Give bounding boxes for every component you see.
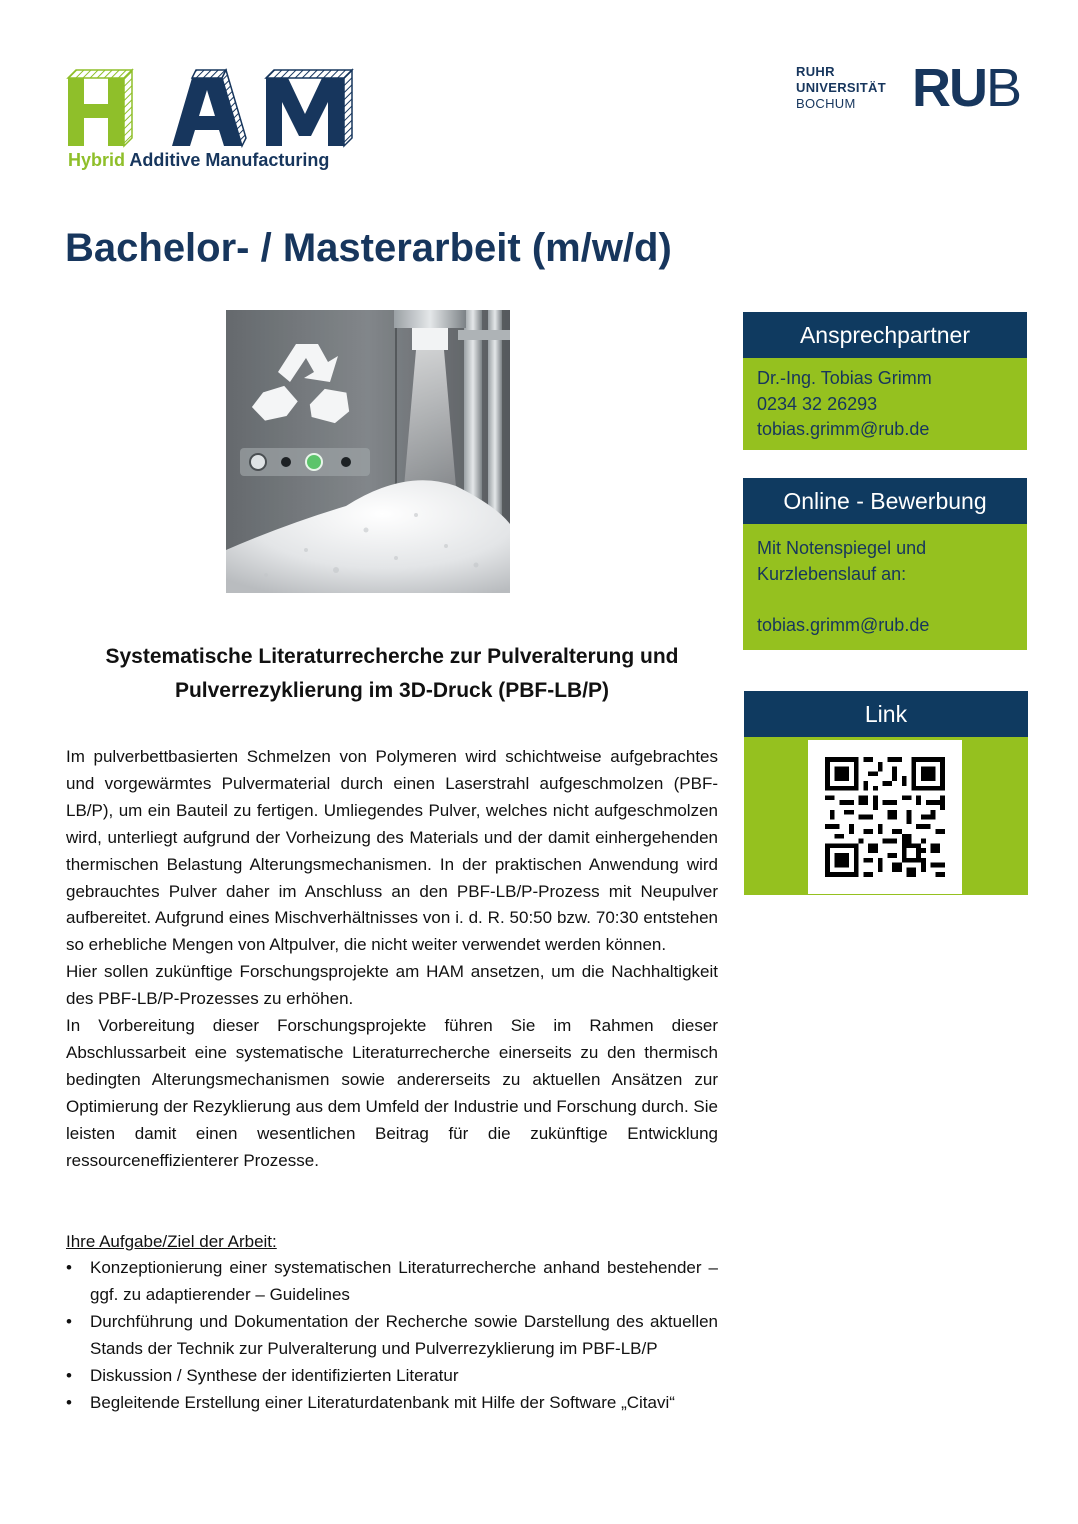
ham-tagline-hybrid: Hybrid [68,150,126,170]
thesis-topic: Systematische Literaturrecherche zur Pulveralterung und Pulverrezyklierung im 3D-Druck (PBF-LB/P) [105,645,679,702]
application-text-1: Mit Notenspiegel und [757,538,927,558]
contact-box [743,358,1027,450]
task-item: • Durchführung und Dokumentation der Recherche sowie Darstellung des aktuellen Stands der Technik zur Pulveralterung und Pulverrezyklierung im PBF-LB/P [66,1309,718,1363]
description [66,744,718,1175]
task-item: • Konzeptionierung einer systematischen Literaturrecherche anhand bestehender – ggf. zu adaptierender – Guidelines [66,1255,718,1309]
ham-tagline [68,150,329,171]
task-list [66,1255,718,1416]
task-item: • Begleitende Erstellung einer Literaturdatenbank mit Hilfe der Software „Citavi“ [66,1390,718,1417]
task-item: • Diskussion / Synthese der identifizierten Literatur [66,1363,718,1390]
contact-phone[interactable]: 0234 32 26293 [757,393,878,414]
rub-line-2: UNIVERSITÄT [796,80,886,95]
application-heading: Online - Bewerbung [743,478,1027,524]
letter-m [266,70,352,146]
link-heading: Link [744,691,1028,737]
application-box [743,524,1027,650]
contact-heading: Ansprechpartner [743,312,1027,358]
qr-code-icon [825,757,945,877]
letter-a [172,70,246,146]
rub-wordmark [796,64,886,112]
qr-code[interactable] [808,740,962,894]
hero-image [226,310,510,593]
application-email[interactable]: tobias.grimm@rub.de [757,614,930,635]
rub-logo [912,60,1020,116]
ham-letters-graphic [66,66,356,150]
description-paragraph: Hier sollen zukünftige Forschungsprojekte am HAM ansetzen, um die Nachhaltigkeit des PBF-LB/P-Prozesses zu erhöhen. [66,962,718,1009]
letter-h [68,70,132,146]
description-paragraph: In Vorbereitung dieser Forschungsprojekte führen Sie im Rahmen dieser Abschlussarbeit eine systematische Literaturrecherche einerseits zu den thermisch bedingten Alterungsmechanismen sowie andererseits zu aktuellen Ansätzen zur Optimierung der Rezyklierung aus dem Umfeld der Industrie und Forschung durch. Sie leisten damit einen wesentlichen Beitrag für die zukünftige Entwicklung ressourceneffizienterer Prozesse. [66,1016,718,1170]
description-paragraph: Im pulverbettbasierten Schmelzen von Polymeren wird schichtweise aufgebrachtes und vorgewärmtes Pulvermaterial durch einen Laserstrahl aufgeschmolzen (PBF-LB/P), um ein Bauteil zu fertigen. Umliegendes Pulver, welches nicht aufgeschmolzen wird, unterliegt aufgrund der Vorheizung des Materials und der damit einhergehenden thermischen Belastung Alterungsmechanismen. In der praktischen Anwendung wird gebrauchtes Pulver daher im Anschluss an den PBF-LB/P-Prozess mit Neupulver aufbereitet. Aufgrund eines Mischverhältnisses von i. d. R. 50:50 bzw. 70:30 entstehen so erhebliche Mengen von Altpulver, die nicht weiter verwendet werden können. [66,747,718,955]
contact-email[interactable]: tobias.grimm@rub.de [757,419,930,439]
rub-logo-ru: RU [912,58,986,118]
rub-logo-b: B [986,58,1021,118]
rub-line-1: RUHR [796,64,835,79]
ham-tagline-rest: Additive Manufacturing [129,150,330,170]
application-text-2: Kurzlebenslauf an: [757,563,907,584]
contact-name: Dr.-Ing. Tobias Grimm [757,368,932,388]
page-title: Bachelor- / Masterarbeit (m/w/d) [65,226,672,270]
rub-line-3: BOCHUM [796,96,856,111]
tasks-heading: Ihre Aufgabe/Ziel der Arbeit: [66,1232,277,1251]
link-box [744,737,1028,895]
